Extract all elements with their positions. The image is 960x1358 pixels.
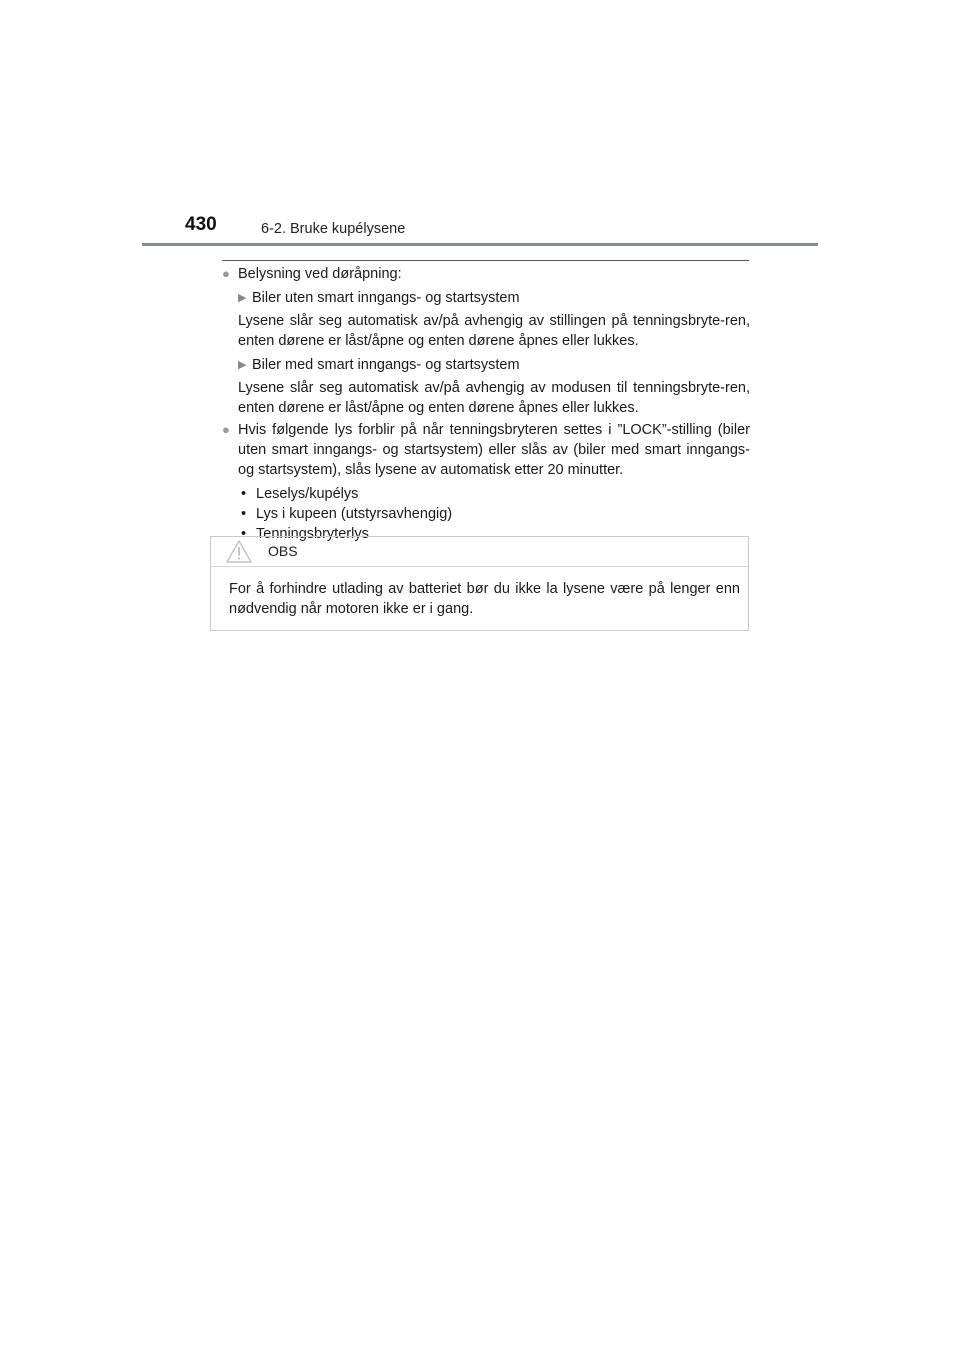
caution-text: For å forhindre utlading av batteriet bør du ikke la lysene være på lenger enn nødvendig når motoren ikke er i gang.	[229, 581, 740, 617]
subsection-paragraph: Lysene slår seg automatisk av/på avhengig av stillingen på tenningsbryte-ren, enten dørene er låst/åpne og enten dørene åpnes eller lukkes.	[238, 313, 750, 349]
list-item-text: Leselys/kupélys	[256, 486, 359, 502]
list-bullet: •	[241, 526, 247, 542]
list-bullet: •	[241, 506, 247, 522]
caution-box	[210, 536, 749, 631]
subsection-heading-text: Biler uten smart inngangs- og startsystem	[252, 290, 520, 306]
triangle-arrow-icon: ▶	[238, 359, 247, 371]
warning-triangle-icon	[226, 540, 252, 568]
list-item	[238, 504, 750, 524]
list-item-text: Lys i kupeen (utstyrsavhengig)	[256, 506, 453, 522]
bullet-item	[222, 264, 750, 284]
subsection-heading	[238, 288, 750, 308]
subsection-paragraph: Lysene slår seg automatisk av/på avhengig av modusen til tenningsbryte-ren, enten dørene er låst/åpne og enten dørene åpnes eller lukkes.	[238, 380, 750, 416]
list-item-text: Tenningsbryterlys	[256, 526, 369, 542]
section-title: 6-2. Bruke kupélysene	[261, 221, 406, 237]
list-item	[238, 484, 750, 504]
caution-header	[211, 537, 748, 567]
subsection-heading-text: Biler med smart inngangs- og startsystem	[252, 357, 520, 373]
content-divider	[222, 260, 749, 261]
triangle-arrow-icon: ▶	[238, 292, 247, 304]
list-bullet: •	[241, 486, 247, 502]
bullet-item	[222, 420, 750, 480]
subsection-heading	[238, 355, 750, 375]
caution-title: OBS	[268, 543, 298, 559]
light-list	[238, 484, 750, 544]
header-divider	[142, 243, 818, 246]
bullet-text: Belysning ved døråpning:	[238, 266, 402, 282]
content-body	[222, 262, 750, 544]
bullet-dot-icon: ●	[222, 422, 230, 437]
page-number: 430	[185, 214, 217, 235]
bullet-dot-icon: ●	[222, 266, 230, 281]
bullet-text: Hvis følgende lys forblir på når tenningsbryteren settes i ”LOCK”-stilling (biler uten smart inngangs- og startsystem) eller slås av (biler med smart inngangs- og startsystem), slås lysene av automatisk etter 20 minutter.	[238, 422, 750, 478]
